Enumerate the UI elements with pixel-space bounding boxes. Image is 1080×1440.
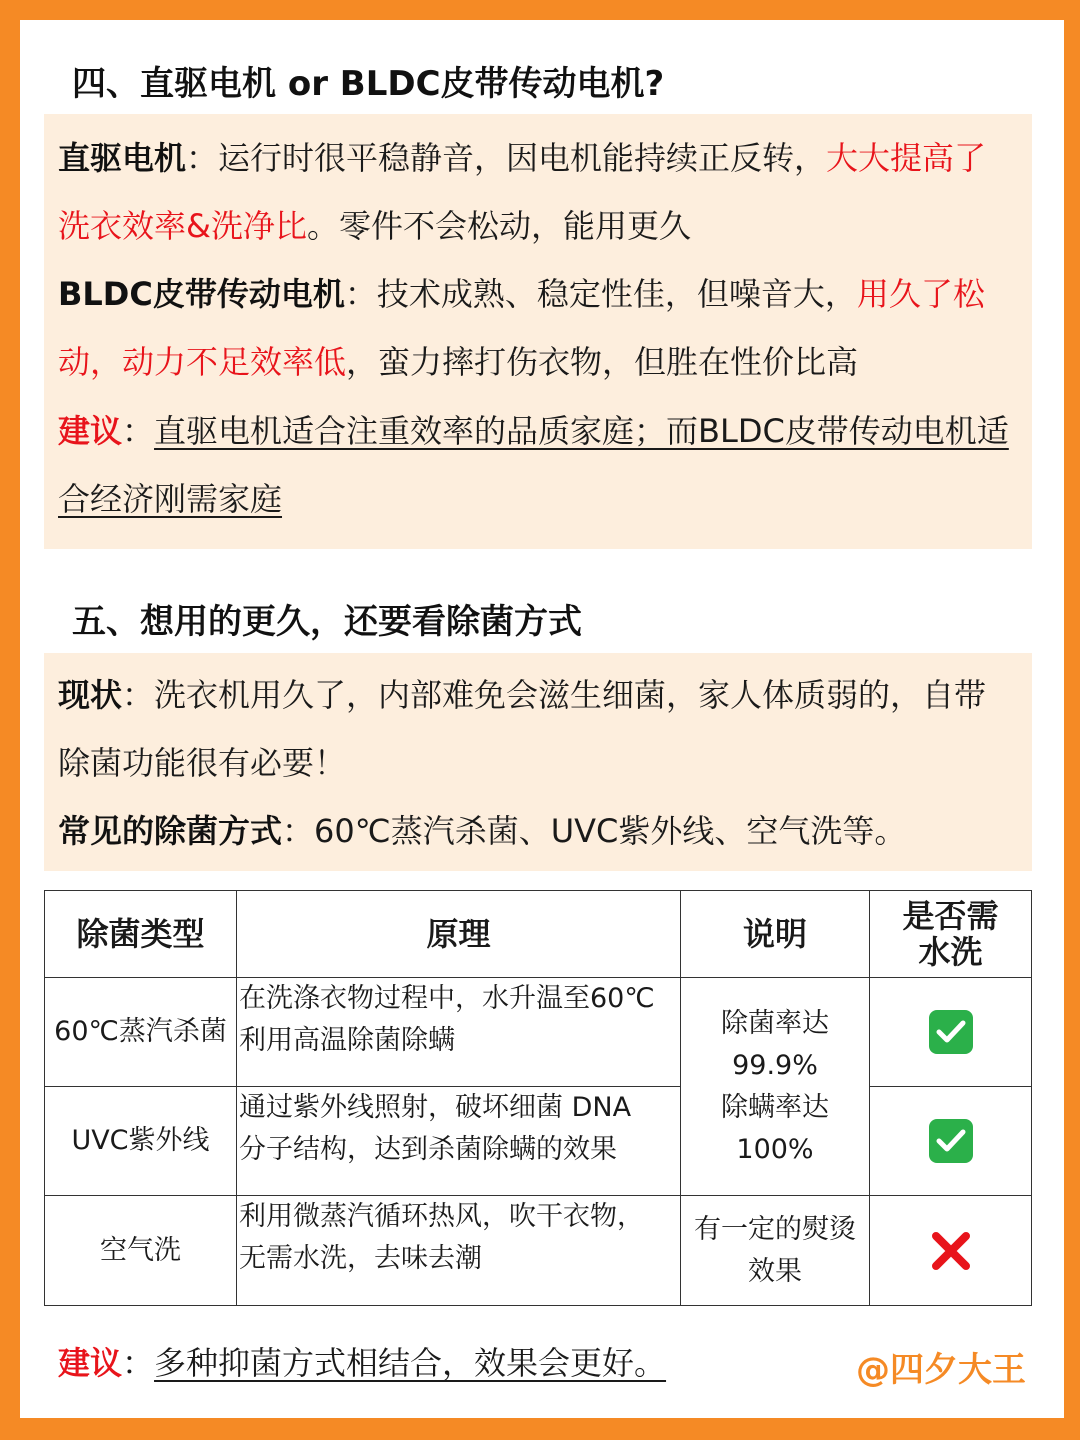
direct-drive-text: 运行时很平稳静音，因电机能持续正反转， <box>218 139 827 177</box>
row2-wash <box>869 1086 1032 1196</box>
row1-type: 60℃蒸汽杀菌 <box>44 977 237 1087</box>
section4-advice <box>58 397 1018 533</box>
section4-heading: 四、直驱电机 or BLDC皮带传动电机? <box>72 64 665 104</box>
row1-principle <box>236 977 681 1087</box>
separator: ： <box>282 812 315 850</box>
advice-label: 建议 <box>58 412 123 450</box>
methods-text: 60℃蒸汽杀菌、UVC紫外线、空气洗等。 <box>314 812 907 850</box>
row3-wash <box>869 1195 1032 1306</box>
separator: ： <box>122 676 155 714</box>
row3-note-line2: 效果 <box>748 1255 802 1287</box>
direct-drive-text-end: 。零件不会松动，能用更久 <box>306 207 691 245</box>
row3-note <box>680 1195 870 1306</box>
bldc-label: BLDC皮带传动电机 <box>58 275 345 313</box>
header-wash-line2: 水洗 <box>918 933 983 971</box>
separator: ： <box>186 139 219 177</box>
section5-panel <box>44 653 1032 871</box>
merged-note-line3: 除螨率达 <box>721 1091 829 1123</box>
footer-advice <box>58 1338 666 1384</box>
bldc-text: 技术成熟、稳定性佳，但噪音大， <box>376 275 857 313</box>
merged-note <box>680 977 870 1196</box>
status-text: 洗衣机用久了，内部难免会滋生细菌，家人体质弱的，自带除菌功能很有必要！ <box>58 676 987 782</box>
merged-note-line4: 100% <box>736 1133 814 1165</box>
footer-advice-text: 多种抑菌方式相结合，效果会更好。 <box>154 1344 667 1382</box>
methods-paragraph <box>58 797 1018 865</box>
author-handle: @四夕大王 <box>856 1350 1026 1390</box>
header-type: 除菌类型 <box>44 890 237 978</box>
sterilization-table <box>44 890 1032 1306</box>
separator: ： <box>344 275 377 313</box>
methods-label: 常见的除菌方式 <box>58 812 283 850</box>
bldc-highlight: 用久了松动，动力不足效率低 <box>58 275 985 381</box>
row2-principle-line2: 分子结构，达到杀菌除螨的效果 <box>239 1134 617 1165</box>
direct-drive-highlight: 大大提高了洗衣效率&洗净比 <box>58 139 987 245</box>
header-principle: 原理 <box>236 890 681 978</box>
separator: ： <box>122 1344 155 1382</box>
status-label: 现状 <box>58 676 123 714</box>
row3-principle-line2: 无需水洗，去味去潮 <box>239 1243 482 1274</box>
header-wash-line1: 是否需 <box>902 897 999 935</box>
merged-note-line1: 除菌率达 <box>721 1007 829 1039</box>
header-note: 说明 <box>680 890 870 978</box>
merged-note-line2: 99.9% <box>732 1049 818 1081</box>
row3-principle <box>236 1195 681 1306</box>
row3-principle-line1: 利用微蒸汽循环热风，吹干衣物， <box>239 1201 644 1232</box>
row2-principle-line1: 通过紫外线照射，破坏细菌 DNA <box>239 1092 632 1123</box>
cross-icon <box>931 1231 971 1271</box>
check-icon <box>929 1010 973 1054</box>
section4-panel <box>44 114 1032 549</box>
separator: ： <box>122 412 155 450</box>
row1-principle-line2: 利用高温除菌除螨 <box>239 1025 455 1056</box>
row1-principle-line1: 在洗涤衣物过程中，水升温至60℃ <box>239 983 655 1014</box>
row1-wash <box>869 977 1032 1087</box>
row3-type: 空气洗 <box>44 1195 237 1306</box>
page <box>20 20 1064 1418</box>
footer-advice-label: 建议 <box>58 1344 123 1382</box>
row2-principle <box>236 1086 681 1196</box>
row3-note-line1: 有一定的熨烫 <box>694 1213 856 1245</box>
row2-type: UVC紫外线 <box>44 1086 237 1196</box>
bldc-text-end: ，蛮力摔打伤衣物，但胜在性价比高 <box>346 343 859 381</box>
advice-text: 直驱电机适合注重效率的品质家庭；而BLDC皮带传动电机适合经济刚需家庭 <box>58 412 1009 518</box>
direct-drive-paragraph <box>58 124 1018 260</box>
direct-drive-label: 直驱电机 <box>58 139 187 177</box>
section5-heading: 五、想用的更久，还要看除菌方式 <box>72 602 582 642</box>
bldc-paragraph <box>58 260 1018 396</box>
status-paragraph <box>58 661 1018 797</box>
check-icon <box>929 1119 973 1163</box>
header-wash <box>869 890 1032 978</box>
